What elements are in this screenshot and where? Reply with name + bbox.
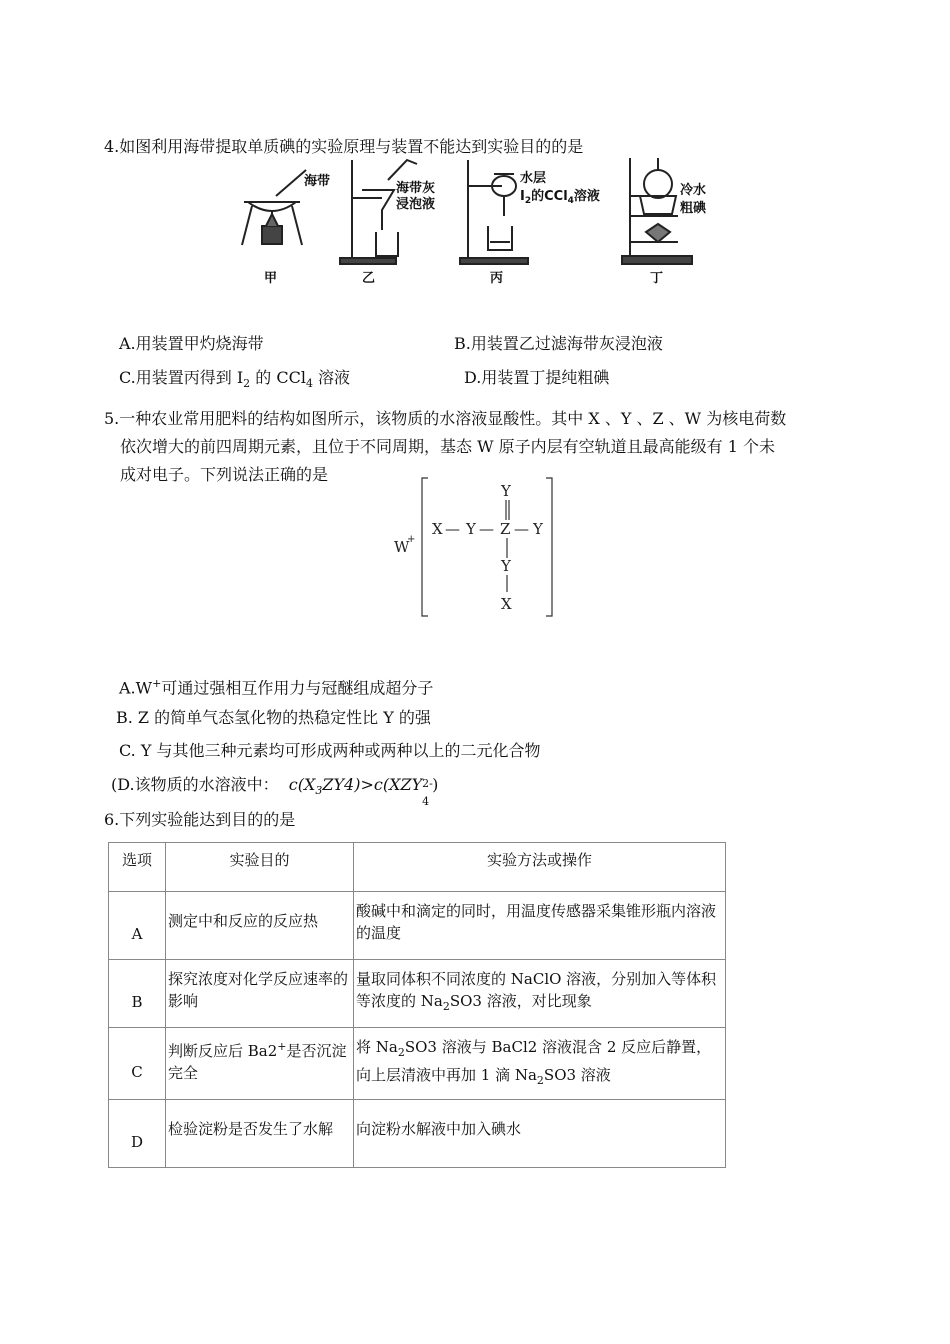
- table-cell-goal: 判断反应后 Ba2+是否沉淀完全: [166, 1028, 354, 1100]
- q5-option-a: A.W+可通过强相互作用力与冠醚组成超分子: [119, 677, 434, 698]
- struct-cation: W: [394, 538, 410, 556]
- table-row: [109, 1100, 726, 1168]
- ann-shuiceng: 水层: [520, 171, 547, 186]
- table-header-cell: 实验方法或操作: [354, 843, 726, 892]
- q5-line-1: 5.一种农业常用肥料的结构如图所示，该物质的水溶液显酸性。其中 X 、Y 、Z 、W 为核电荷数: [104, 409, 787, 428]
- ann-cudian: 粗碘: [680, 201, 707, 216]
- label-bing: 丙: [490, 271, 504, 286]
- struct-bond-1: —: [445, 520, 460, 538]
- table-cell-method: 酸碱中和滴定的同时，用温度传感器采集锥形瓶内溶液的温度: [354, 892, 726, 960]
- table-row: [109, 1028, 726, 1100]
- table-cell-opt: A: [109, 892, 166, 960]
- table-cell-opt: C: [109, 1028, 166, 1100]
- table-row: [109, 960, 726, 1028]
- struct-cation-charge: +: [407, 534, 416, 545]
- struct-y-right: Y: [533, 520, 543, 538]
- q5-structure-diagram: [390, 470, 570, 620]
- q4-option-a: A.用装置甲灼烧海带: [119, 334, 264, 353]
- q4-option-d: D.用装置丁提纯粗碘: [464, 368, 610, 387]
- table-cell-goal: 检验淀粉是否发生了水解: [166, 1100, 354, 1168]
- q5-option-d: (D.该物质的水溶液中： $c(X_3ZY4)>c(XZY$ 2- 4 ): [111, 775, 439, 808]
- struct-z: Z: [500, 520, 511, 538]
- q5-option-b: B. Z 的简单气态氢化物的热稳定性比 Y 的强: [116, 708, 431, 727]
- struct-x-left: X: [432, 520, 443, 538]
- label-jia: 甲: [264, 271, 278, 286]
- table-cell-goal: 测定中和反应的反应热: [166, 892, 354, 960]
- table-cell-method: 量取同体积不同浓度的 NaClO 溶液，分别加入等体积等浓度的 $Na_2SO3$ 溶液，对比现象: [354, 960, 726, 1028]
- q4-option-b: B.用装置乙过滤海带灰浸泡液: [454, 334, 663, 353]
- struct-y-bottom: Y: [501, 557, 511, 575]
- table-cell-opt: B: [109, 960, 166, 1028]
- q6-table: [108, 842, 726, 1168]
- table-cell-goal: 探究浓度对化学反应速率的影响: [166, 960, 354, 1028]
- struct-x-bottom: X: [501, 595, 512, 613]
- table-cell-method: 向淀粉水解液中加入碘水: [354, 1100, 726, 1168]
- struct-y-top: Y: [501, 482, 511, 500]
- q4-option-c: C.用装置丙得到 $I_2$ 的 CCl$_4$ 溶液: [119, 368, 351, 391]
- ann-haidaihui-2: 浸泡液: [396, 197, 436, 212]
- apparatus-jia: [242, 170, 306, 245]
- struct-y-1: Y: [466, 520, 476, 538]
- table-row: [109, 892, 726, 960]
- ann-ccl4: $I_2$的CCl$_4$溶液: [520, 189, 600, 206]
- apparatus-bing: [460, 160, 528, 264]
- table-cell-opt: D: [109, 1100, 166, 1168]
- label-yi: 乙: [362, 271, 376, 286]
- struct-bond-3: —: [514, 520, 529, 538]
- table-header-cell: 选项: [109, 843, 166, 892]
- table-header-cell: 实验目的: [166, 843, 354, 892]
- apparatus-yi: [340, 160, 417, 264]
- ann-haidai: 海带: [304, 174, 331, 189]
- label-ding: 丁: [650, 271, 664, 286]
- ann-haidaihui-1: 海带灰: [396, 181, 436, 196]
- q4-apparatus-figure: [232, 150, 712, 295]
- ann-lengshui: 冷水: [680, 183, 707, 198]
- struct-bond-2: —: [479, 520, 494, 538]
- q5-line-2: 依次增大的前四周期元素，且位于不同周期，基态 W 原子内层有空轨道且最高能级有 1 个未: [120, 437, 775, 456]
- q4-stem: 4.如图利用海带提取单质碘的实验原理与装置不能达到实验目的的是: [104, 137, 584, 156]
- table-header-row: [109, 843, 726, 892]
- q6-stem: 6.下列实验能达到目的的是: [104, 810, 296, 829]
- q5-option-c: C. Y 与其他三种元素均可形成两种或两种以上的二元化合物: [119, 741, 541, 760]
- table-cell-method: 将 $Na_2SO3$ 溶液与 BaCl2 溶液混含 2 反应后静置，向上层清液中再加 1 滴 $Na_2SO3$ 溶液: [354, 1028, 726, 1100]
- q5-line-3: 成对电子。下列说法正确的是: [120, 465, 329, 484]
